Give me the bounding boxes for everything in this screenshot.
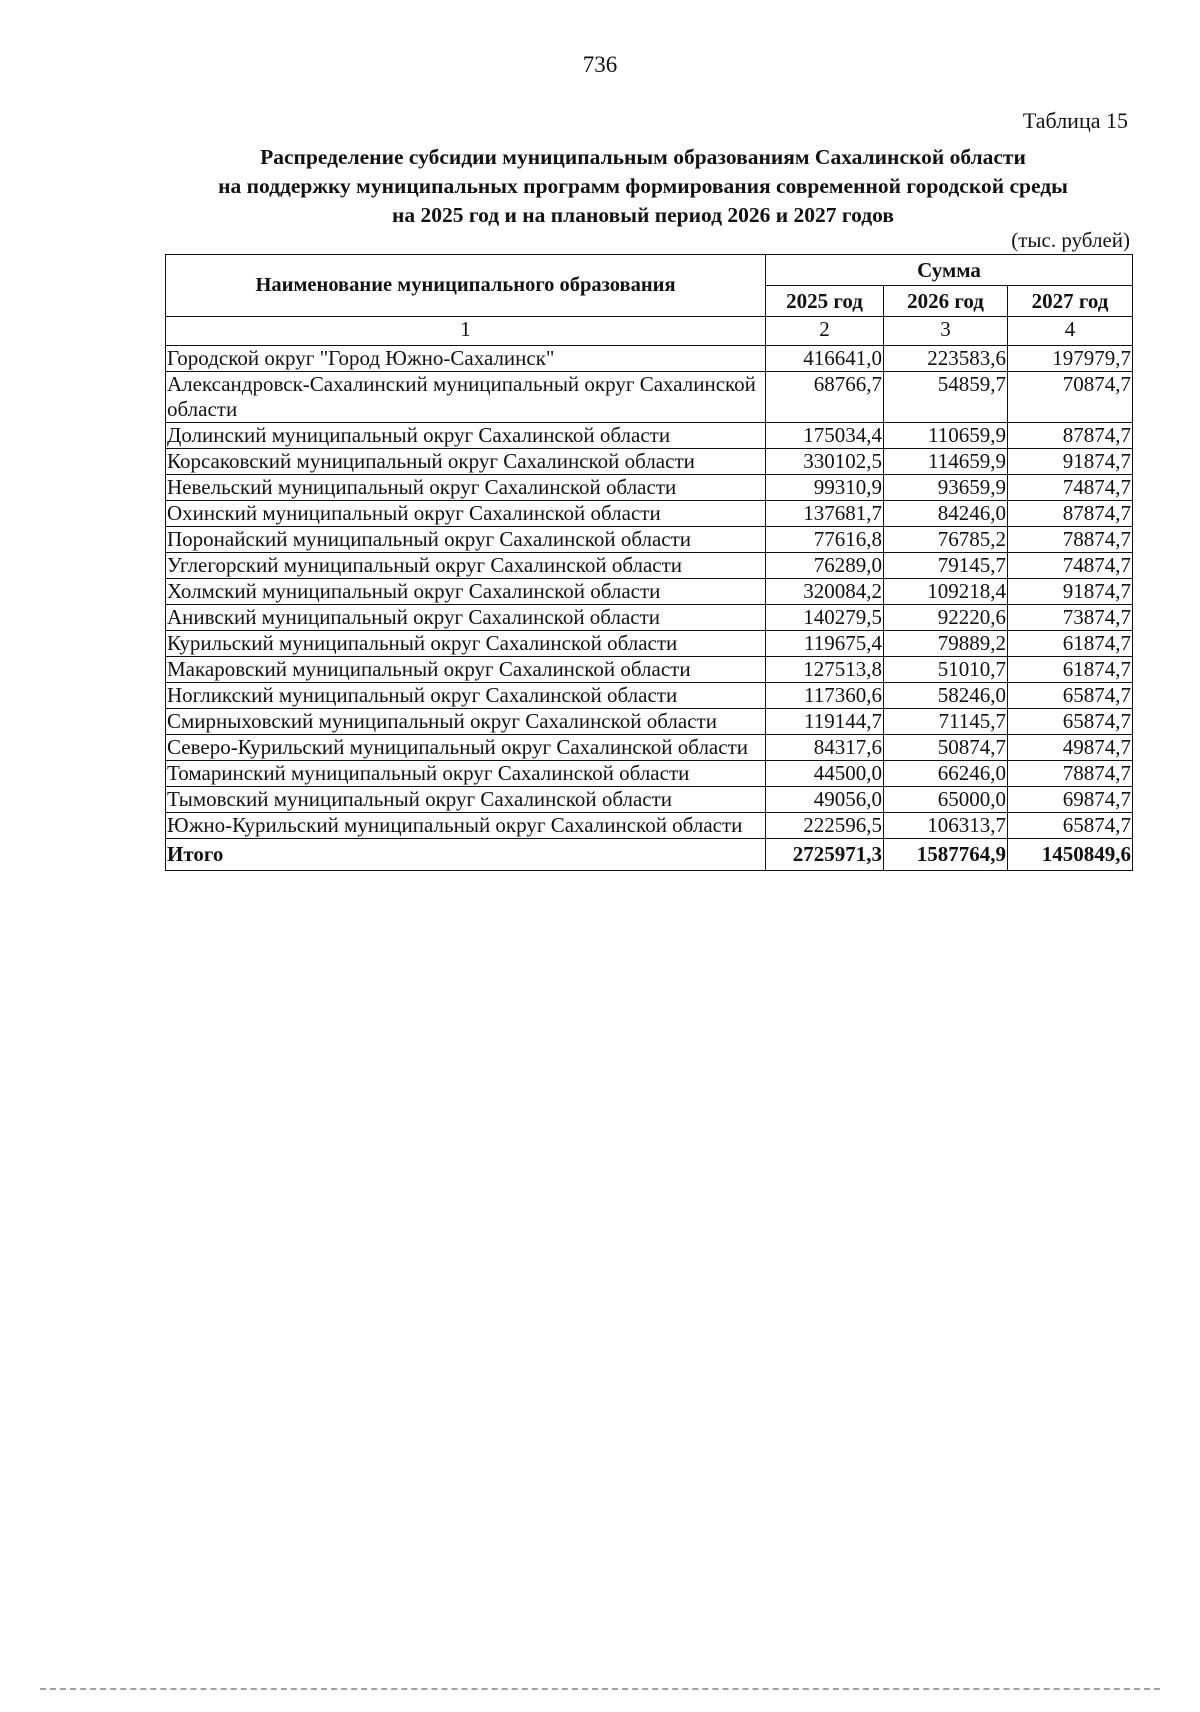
municipality-name: Томаринский муниципальный округ Сахалинской области: [166, 761, 766, 787]
table-row: [166, 553, 1133, 579]
municipality-name: Долинский муниципальный округ Сахалинской области: [166, 423, 766, 449]
header-sum: Сумма: [766, 255, 1133, 286]
table-row: [166, 372, 1133, 423]
municipality-name: Холмский муниципальный округ Сахалинской области: [166, 579, 766, 605]
value-2027: 197979,7: [1008, 346, 1133, 372]
value-2026: 114659,9: [884, 449, 1008, 475]
municipality-name: Анивский муниципальный округ Сахалинской области: [166, 605, 766, 631]
municipality-name: Макаровский муниципальный округ Сахалинской области: [166, 657, 766, 683]
value-2026: 50874,7: [884, 735, 1008, 761]
value-2027: 65874,7: [1008, 683, 1133, 709]
value-2027: 87874,7: [1008, 501, 1133, 527]
table-row: [166, 579, 1133, 605]
municipality-name: Корсаковский муниципальный округ Сахалинской области: [166, 449, 766, 475]
value-2026: 51010,7: [884, 657, 1008, 683]
value-2025: 76289,0: [766, 553, 884, 579]
value-2025: 77616,8: [766, 527, 884, 553]
total-label: Итого: [166, 839, 766, 871]
table-row: [166, 449, 1133, 475]
value-2027: 91874,7: [1008, 579, 1133, 605]
value-2026: 110659,9: [884, 423, 1008, 449]
municipality-name: Городской округ "Город Южно-Сахалинск": [166, 346, 766, 372]
value-2025: 119144,7: [766, 709, 884, 735]
value-2027: 61874,7: [1008, 631, 1133, 657]
value-2025: 127513,8: [766, 657, 884, 683]
column-number: 3: [884, 317, 1008, 346]
value-2025: 416641,0: [766, 346, 884, 372]
value-2026: 66246,0: [884, 761, 1008, 787]
table-row: [166, 501, 1133, 527]
value-2025: 99310,9: [766, 475, 884, 501]
value-2027: 65874,7: [1008, 813, 1133, 839]
value-2025: 175034,4: [766, 423, 884, 449]
value-2027: 78874,7: [1008, 527, 1133, 553]
table-row: [166, 631, 1133, 657]
municipality-name: Охинский муниципальный округ Сахалинской области: [166, 501, 766, 527]
municipality-name: Северо-Курильский муниципальный округ Сахалинской области: [166, 735, 766, 761]
municipality-name: Южно-Курильский муниципальный округ Сахалинской области: [166, 813, 766, 839]
column-number: 2: [766, 317, 884, 346]
table-body: [166, 346, 1133, 839]
value-2027: 74874,7: [1008, 553, 1133, 579]
value-2025: 140279,5: [766, 605, 884, 631]
header-year-2025: 2025 год: [766, 286, 884, 317]
municipality-name: Ногликский муниципальный округ Сахалинской области: [166, 683, 766, 709]
scan-edge-line: [40, 1688, 1160, 1690]
title-line: на поддержку муниципальных программ формирования современной городской среды: [218, 174, 1068, 198]
table-row: [166, 423, 1133, 449]
subsidy-table: [165, 254, 1133, 871]
value-2026: 93659,9: [884, 475, 1008, 501]
value-2025: 49056,0: [766, 787, 884, 813]
municipality-name: Поронайский муниципальный округ Сахалинской области: [166, 527, 766, 553]
municipality-name: Курильский муниципальный округ Сахалинской области: [166, 631, 766, 657]
table-row: [166, 657, 1133, 683]
value-2025: 84317,6: [766, 735, 884, 761]
value-2027: 91874,7: [1008, 449, 1133, 475]
value-2025: 330102,5: [766, 449, 884, 475]
header-year-2026: 2026 год: [884, 286, 1008, 317]
table-row: [166, 527, 1133, 553]
value-2025: 44500,0: [766, 761, 884, 787]
table-row: [166, 813, 1133, 839]
title-line: Распределение субсидии муниципальным образованиям Сахалинской области: [260, 145, 1026, 169]
table-row: [166, 761, 1133, 787]
value-2027: 73874,7: [1008, 605, 1133, 631]
value-2025: 119675,4: [766, 631, 884, 657]
value-2027: 49874,7: [1008, 735, 1133, 761]
header-name: Наименование муниципального образования: [166, 255, 766, 317]
value-2027: 74874,7: [1008, 475, 1133, 501]
column-number-row: [166, 317, 1133, 346]
document-title: [150, 143, 1136, 230]
value-2026: 223583,6: [884, 346, 1008, 372]
value-2026: 109218,4: [884, 579, 1008, 605]
value-2025: 68766,7: [766, 372, 884, 423]
total-2027: 1450849,6: [1008, 839, 1133, 871]
value-2027: 69874,7: [1008, 787, 1133, 813]
municipality-name: Углегорский муниципальный округ Сахалинской области: [166, 553, 766, 579]
value-2027: 65874,7: [1008, 709, 1133, 735]
table-row: [166, 709, 1133, 735]
value-2025: 320084,2: [766, 579, 884, 605]
table-row: [166, 787, 1133, 813]
table-number: Таблица 15: [1022, 108, 1128, 133]
value-2027: 70874,7: [1008, 372, 1133, 423]
municipality-name: Смирныховский муниципальный округ Сахалинской области: [166, 709, 766, 735]
total-2025: 2725971,3: [766, 839, 884, 871]
page-number: 736: [582, 52, 618, 77]
column-number: 1: [166, 317, 766, 346]
municipality-name: Александровск-Сахалинский муниципальный округ Сахалинской области: [166, 372, 766, 423]
value-2025: 117360,6: [766, 683, 884, 709]
value-2025: 222596,5: [766, 813, 884, 839]
value-2026: 84246,0: [884, 501, 1008, 527]
value-2026: 92220,6: [884, 605, 1008, 631]
value-2026: 65000,0: [884, 787, 1008, 813]
table-row: [166, 683, 1133, 709]
value-2025: 137681,7: [766, 501, 884, 527]
value-2026: 76785,2: [884, 527, 1008, 553]
value-2026: 71145,7: [884, 709, 1008, 735]
value-2026: 79145,7: [884, 553, 1008, 579]
municipality-name: Тымовский муниципальный округ Сахалинской области: [166, 787, 766, 813]
value-2026: 54859,7: [884, 372, 1008, 423]
total-2026: 1587764,9: [884, 839, 1008, 871]
column-number: 4: [1008, 317, 1133, 346]
value-2026: 106313,7: [884, 813, 1008, 839]
title-line: на 2025 год и на плановый период 2026 и 2027 годов: [392, 203, 894, 227]
value-2027: 61874,7: [1008, 657, 1133, 683]
municipality-name: Невельский муниципальный округ Сахалинской области: [166, 475, 766, 501]
table-row: [166, 346, 1133, 372]
table-row: [166, 605, 1133, 631]
value-2027: 87874,7: [1008, 423, 1133, 449]
units-label: (тыс. рублей): [1011, 228, 1130, 252]
table-row: [166, 475, 1133, 501]
table-row: [166, 735, 1133, 761]
value-2027: 78874,7: [1008, 761, 1133, 787]
total-row: [166, 839, 1133, 871]
header-year-2027: 2027 год: [1008, 286, 1133, 317]
value-2026: 58246,0: [884, 683, 1008, 709]
value-2026: 79889,2: [884, 631, 1008, 657]
